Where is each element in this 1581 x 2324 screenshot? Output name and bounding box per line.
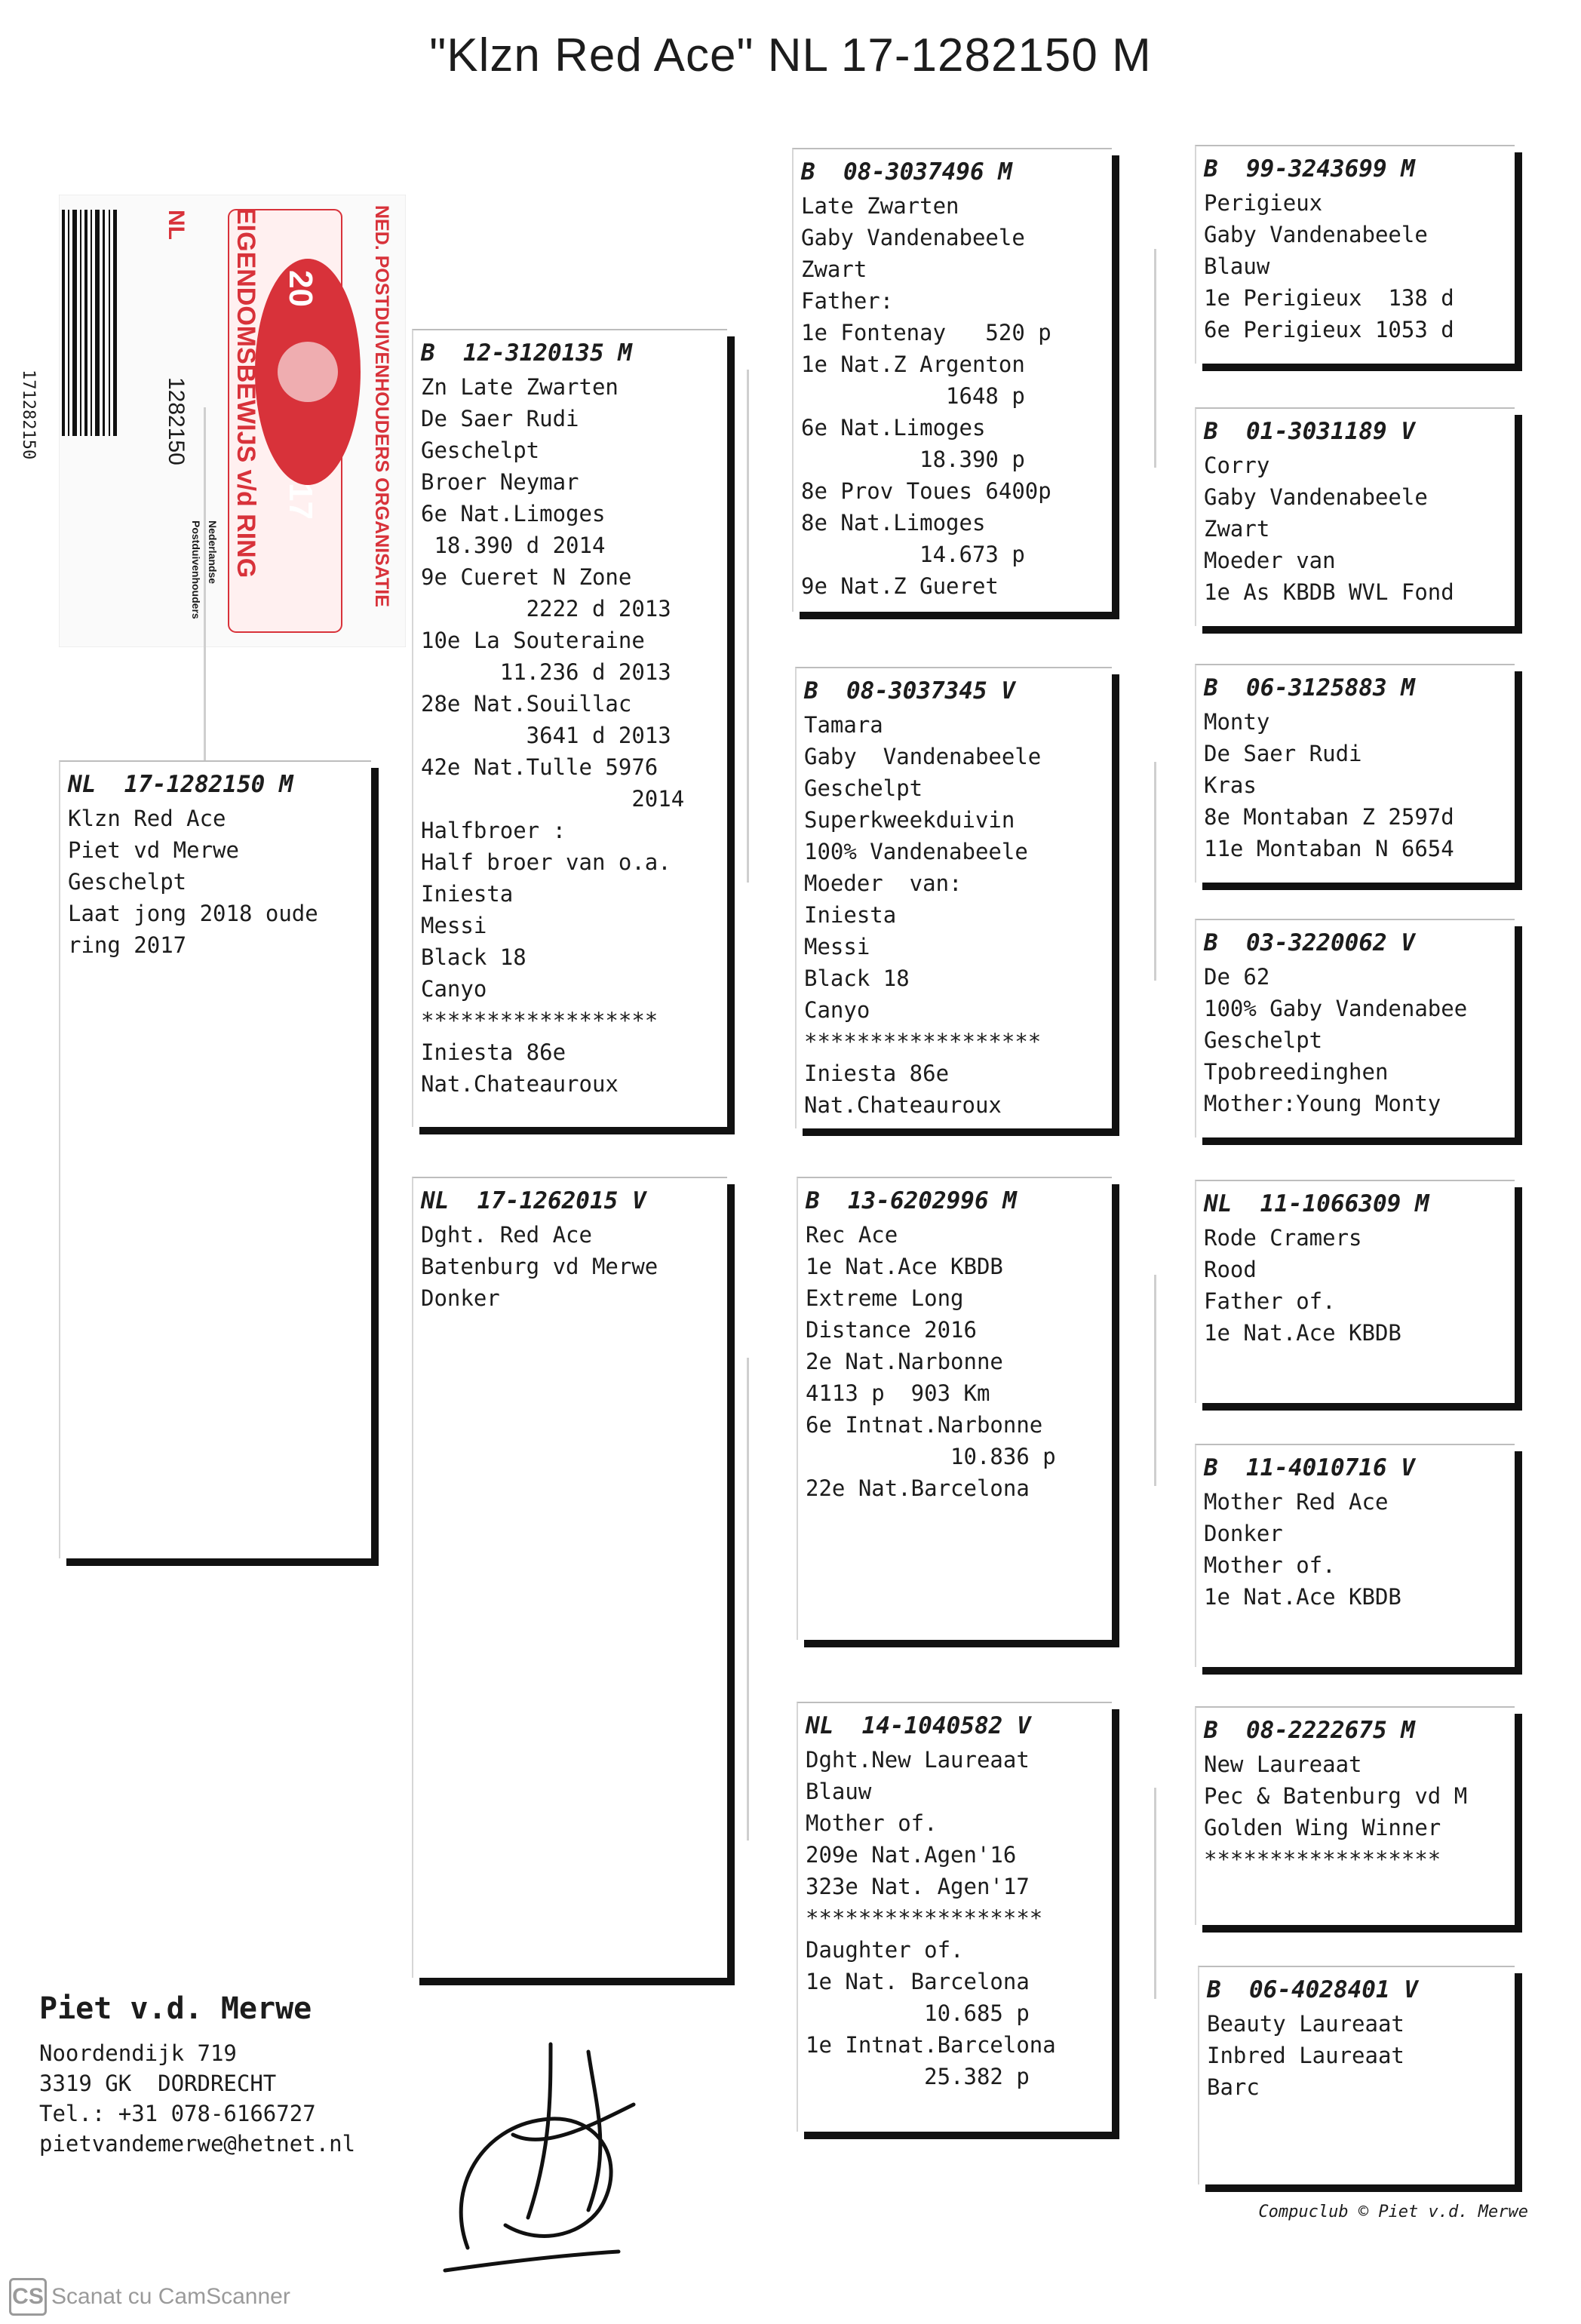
gp-line: Tamara (804, 712, 883, 738)
ggp-line: Moeder van (1204, 548, 1336, 573)
subject-line: Laat jong 2018 oude (68, 901, 318, 926)
gp-line: 100% Vandenabeele (804, 839, 1028, 864)
ggp-line: Mother Red Ace (1204, 1489, 1389, 1515)
ggp-line: 1e As KBDB WVL Fond (1204, 579, 1454, 605)
dam-line: Dght. Red Ace (421, 1222, 592, 1248)
ggp-line: De 62 (1204, 964, 1270, 990)
ggp-line: New Laureaat (1204, 1751, 1362, 1777)
ggp-line: Rood (1204, 1257, 1257, 1282)
ring-number: 1282150 (164, 377, 189, 465)
sire-line: Geschelpt (421, 437, 540, 463)
sire-line: 3641 d 2013 (421, 723, 671, 748)
sire-line: Zn Late Zwarten (421, 374, 619, 400)
gp-line: Blauw (806, 1779, 872, 1804)
gp-line: ****************** (804, 1029, 1042, 1055)
gp-line: 1e Nat.Z Argenton (801, 352, 1025, 377)
gp-line: 2e Nat.Narbonne (806, 1349, 1003, 1374)
ggp-line: Donker (1204, 1521, 1283, 1546)
gp-line: Canyo (804, 997, 870, 1023)
gp-line: Gaby Vandenabeele (801, 225, 1025, 250)
owner-city: 3319 GK DORDRECHT (39, 2071, 277, 2096)
gp-line: Geschelpt (804, 775, 923, 801)
ring-brand-2: Postduivenhouders (190, 520, 202, 619)
gp-line: Iniesta (804, 902, 897, 928)
gp-line: 6e Nat.Limoges (801, 415, 986, 441)
ggp-header: B 01-3031189 V (1204, 418, 1415, 445)
gp-line: Moeder van: (804, 870, 962, 896)
ggp-line: Pec & Batenburg vd M (1204, 1783, 1468, 1809)
ggp-line: Kras (1204, 772, 1257, 798)
owner-block (39, 1991, 355, 2159)
gp-line: Distance 2016 (806, 1317, 977, 1343)
gp-line: Father: (801, 288, 894, 314)
sire-line: 10e La Souteraine (421, 628, 645, 653)
gp-line: Gaby Vandenabeele (804, 744, 1042, 769)
grandparent-box (797, 1177, 1112, 1640)
sire-line: 28e Nat.Souillac (421, 691, 632, 717)
sire-line: Messi (421, 913, 487, 938)
ring-country: NL (164, 210, 189, 240)
connector-line (1154, 1275, 1156, 1486)
sire-line: De Saer Rudi (421, 406, 579, 431)
gp-line: Extreme Long (806, 1285, 964, 1311)
ggp-line: Perigieux (1204, 190, 1323, 216)
ggp-header: B 08-2222675 M (1204, 1717, 1415, 1744)
gp-line: 1e Nat.Ace KBDB (806, 1254, 1003, 1279)
sire-line: ****************** (421, 1008, 658, 1033)
ggp-line: Mother:Young Monty (1204, 1091, 1441, 1116)
ggp-line: 1e Nat.Ace KBDB (1204, 1320, 1401, 1346)
ggp-line: Rode Cramers (1204, 1225, 1362, 1251)
grandparent-box (795, 667, 1112, 1128)
subject-header: NL 17-1282150 M (68, 771, 293, 798)
sire-line: 6e Nat.Limoges (421, 501, 606, 527)
ggp-line: Barc (1207, 2074, 1260, 2100)
gp-line: ****************** (806, 1905, 1043, 1931)
ggp-line: Inbred Laureaat (1207, 2043, 1404, 2068)
gp-line: Daughter of. (806, 1937, 964, 1963)
dam-line: Batenburg vd Merwe (421, 1254, 658, 1279)
ggp-line: Mother of. (1204, 1552, 1336, 1578)
gp-line: Late Zwarten (801, 193, 959, 219)
gp-line: 1e Intnat.Barcelona (806, 2032, 1056, 2058)
scanner-watermark (9, 2278, 290, 2316)
ggp-line: Corry (1204, 453, 1270, 478)
great-grandparent-box (1195, 1180, 1515, 1403)
connector-line (1154, 1788, 1156, 1999)
ggp-line: Golden Wing Winner (1204, 1815, 1441, 1840)
sire-line: Iniesta (421, 881, 514, 907)
ggp-line: 100% Gaby Vandenabee (1204, 996, 1468, 1021)
subject-line: Klzn Red Ace (68, 806, 226, 831)
grandparent-box (797, 1702, 1112, 2132)
ggp-line: De Saer Rudi (1204, 741, 1362, 766)
ggp-line: Geschelpt (1204, 1027, 1323, 1053)
ggp-line: Gaby Vandenabeele (1204, 222, 1428, 247)
gp-header: B 08-3037345 V (804, 677, 1015, 705)
sire-line: 2014 (421, 786, 685, 812)
sire-box (412, 329, 727, 1127)
ring-brand-1: Nederlandse (207, 520, 219, 585)
ggp-header: NL 11-1066309 M (1204, 1190, 1429, 1217)
sire-line: Black 18 (421, 944, 526, 970)
ggp-line: Blauw (1204, 253, 1270, 279)
ggp-header: B 11-4010716 V (1204, 1454, 1415, 1481)
great-grandparent-box (1198, 1966, 1515, 2184)
camscanner-logo-icon: CS (9, 2278, 47, 2316)
ggp-line: Beauty Laureaat (1207, 2011, 1404, 2037)
sire-line: Broer Neymar (421, 469, 579, 495)
ggp-line: Father of. (1204, 1288, 1336, 1314)
signature-image (437, 2037, 664, 2289)
ggp-header: B 06-3125883 M (1204, 674, 1415, 701)
ggp-line: 1e Perigieux 138 d (1204, 285, 1454, 311)
ring-doc-text: EIGENDOMSBEWIJS v/d RING (232, 207, 260, 579)
ggp-header: B 06-4028401 V (1207, 1976, 1418, 2003)
gp-line: 14.673 p (801, 542, 1025, 567)
gp-line: 8e Nat.Limoges (801, 510, 986, 536)
ggp-header: B 99-3243699 M (1204, 155, 1415, 183)
software-credit: Compuclub © Piet v.d. Merwe (1258, 2203, 1528, 2221)
ggp-line: ****************** (1204, 1847, 1441, 1872)
subject-line: Geschelpt (68, 869, 187, 895)
connector-line (747, 370, 749, 883)
ggp-line: Zwart (1204, 516, 1270, 542)
gp-line: Zwart (801, 256, 867, 282)
gp-line: Messi (804, 934, 870, 959)
ring-barcode-number: 171282150 (19, 370, 38, 460)
subject-line: Piet vd Merwe (68, 837, 239, 863)
ggp-line: 1e Nat.Ace KBDB (1204, 1584, 1401, 1610)
great-grandparent-box (1195, 919, 1515, 1137)
great-grandparent-box (1195, 664, 1515, 883)
great-grandparent-box (1195, 1706, 1515, 1925)
ring-org-text: NED. POSTDUIVENHOUDERS ORGANISATIE (371, 205, 392, 607)
sire-line: Nat.Chateauroux (421, 1071, 619, 1097)
ring-year-left: 20 (282, 270, 319, 307)
ggp-line: 11e Montaban N 6654 (1204, 836, 1454, 861)
gp-line: Iniesta 86e (804, 1061, 950, 1086)
sire-line: Halfbroer : (421, 818, 566, 843)
dam-header: NL 17-1262015 V (421, 1187, 646, 1214)
great-grandparent-box (1195, 145, 1515, 364)
gp-line: 10.685 p (806, 2000, 1030, 2026)
ggp-line: 8e Montaban Z 2597d (1204, 804, 1454, 830)
gp-line: Rec Ace (806, 1222, 898, 1248)
connector-line (747, 1358, 749, 1840)
gp-line: Superkweekduivin (804, 807, 1015, 833)
connector-line (1154, 762, 1156, 981)
subject-line: ring 2017 (68, 932, 187, 958)
gp-header: NL 14-1040582 V (806, 1712, 1031, 1739)
gp-line: 25.382 p (806, 2064, 1030, 2089)
ggp-line: Tpobreedinghen (1204, 1059, 1389, 1085)
gp-line: 10.836 p (806, 1444, 1056, 1469)
great-grandparent-box (1195, 1444, 1515, 1667)
gp-line: Dght.New Laureaat (806, 1747, 1030, 1773)
sire-line: Half broer van o.a. (421, 849, 671, 875)
gp-line: 323e Nat. Agen'17 (806, 1874, 1030, 1899)
subject-box (59, 760, 371, 1558)
great-grandparent-box (1195, 407, 1515, 626)
scanner-text: Scanat cu CamScanner (51, 2284, 290, 2309)
gp-line: Nat.Chateauroux (804, 1092, 1002, 1118)
gp-line: Black 18 (804, 966, 910, 991)
grandparent-box (792, 148, 1112, 612)
sire-line: 18.390 d 2014 (421, 533, 606, 558)
sire-line: 11.236 d 2013 (421, 659, 671, 685)
gp-line: 22e Nat.Barcelona (806, 1475, 1030, 1501)
dam-line: Donker (421, 1285, 500, 1311)
owner-email[interactable]: pietvandemerwe@hetnet.nl (39, 2131, 356, 2157)
sire-header: B 12-3120135 M (421, 339, 632, 367)
gp-line: 4113 p 903 Km (806, 1380, 990, 1406)
gp-line: 6e Intnat.Narbonne (806, 1412, 1043, 1438)
gp-line: Mother of. (806, 1810, 938, 1836)
sire-line: Canyo (421, 976, 487, 1002)
dam-box (412, 1177, 727, 1978)
sire-line: Iniesta 86e (421, 1039, 566, 1065)
ggp-line: Monty (1204, 709, 1270, 735)
sire-line: 2222 d 2013 (421, 596, 671, 622)
gp-header: B 13-6202996 M (806, 1187, 1017, 1214)
ggp-line: Gaby Vandenabeele (1204, 484, 1428, 510)
gp-line: 8e Prov Toues 6400p (801, 478, 1051, 504)
sire-line: 9e Cueret N Zone (421, 564, 632, 590)
owner-phone: Tel.: +31 078-6166727 (39, 2101, 316, 2126)
ring-year-right: 17 (282, 483, 319, 520)
ggp-header: B 03-3220062 V (1204, 929, 1415, 956)
ggp-line: 6e Perigieux 1053 d (1204, 317, 1454, 342)
owner-address: Noordendijk 719 (39, 2040, 237, 2066)
gp-line: 9e Nat.Z Gueret (801, 573, 999, 599)
gp-line: 1648 p (801, 383, 1025, 409)
gp-line: 209e Nat.Agen'16 (806, 1842, 1017, 1868)
gp-header: B 08-3037496 M (801, 158, 1012, 186)
page-title: "Klzn Red Ace" NL 17-1282150 M (429, 29, 1152, 81)
gp-line: 18.390 p (801, 447, 1025, 472)
gp-line: 1e Fontenay 520 p (801, 320, 1051, 345)
gp-line: 1e Nat. Barcelona (806, 1969, 1030, 1994)
sire-line: 42e Nat.Tulle 5976 (421, 754, 658, 780)
owner-name: Piet v.d. Merwe (39, 1991, 312, 2026)
connector-line (1154, 249, 1156, 468)
